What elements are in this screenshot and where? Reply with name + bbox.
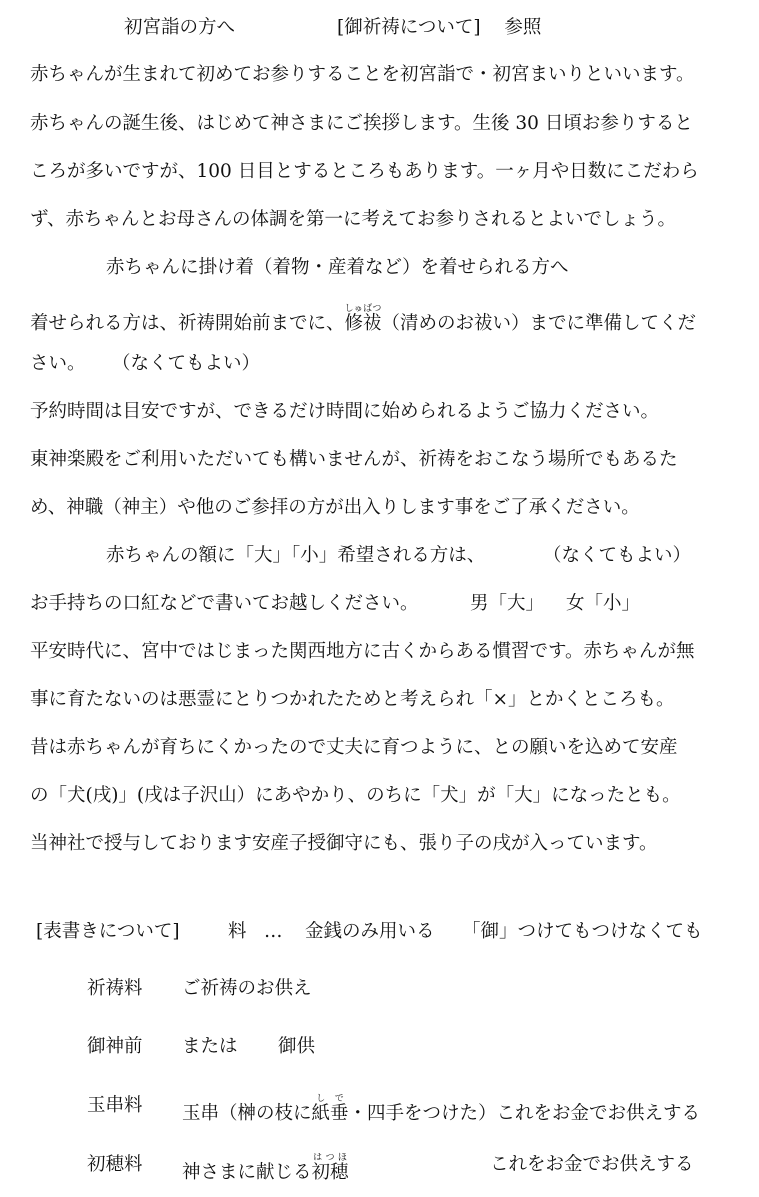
kakegi-line-3: 予約時間は目安ですが、できるだけ時間に始められるようご協力ください。 xyxy=(30,401,660,422)
omote-desc-kitoryo: ご祈祷のお供え xyxy=(182,978,312,999)
omote-heading: [表書きについて] xyxy=(36,921,180,942)
omote-term-goshinzen: 御神前 xyxy=(87,1036,143,1057)
forehead-heading: 赤ちゃんの額に「大」「小」希望される方は、 xyxy=(106,545,486,566)
dots-label: … xyxy=(264,921,283,942)
kakegi-line-5: め、神職（神主）や他のご参拝の方が出入りします事をご了承ください。 xyxy=(30,497,640,518)
omote-term-hatsuhoryo: 初穂料 xyxy=(87,1154,143,1175)
forehead-line-3: 事に育たないのは悪霊にとりつかれたためと考えられ「×」とかくところも。 xyxy=(30,689,675,710)
kakegi-line-4: 東神楽殿をご利用いただいても構いませんが、祈祷をおこなう場所でもあるた xyxy=(30,449,678,470)
boy-mark: 男「大」 xyxy=(470,593,545,614)
prayer-ref-label: [御祈祷について] xyxy=(337,17,481,38)
forehead-line-6: 当神社で授与しております安産子授御守にも、張り子の戌が入っています。 xyxy=(30,833,658,854)
go-prefix-note: 「御」つけてもつけなくても xyxy=(462,921,703,942)
girl-mark: 女「小」 xyxy=(566,593,641,614)
kakegi-heading: 赤ちゃんに掛け着（着物・産着など）を着せられる方へ xyxy=(106,257,569,278)
forehead-line-1: お手持ちの口紅などで書いてお越しください。 xyxy=(30,593,419,614)
intro-line-3: ころが多いですが、100 日目とするところもあります。一ヶ月や日数にこだわら xyxy=(30,161,699,182)
shide-ruby: 紙垂しで xyxy=(311,1094,349,1124)
omote-desc-gokyo: 御供 xyxy=(278,1036,316,1057)
heading-line xyxy=(124,16,235,40)
omote-term-tamagushiryo: 玉串料 xyxy=(87,1095,143,1116)
forehead-optional-note: （なくてもよい） xyxy=(543,545,692,566)
first-visit-heading: 初宮詣の方へ xyxy=(124,17,236,38)
ryo-label: 料 xyxy=(228,921,247,942)
kakegi-optional-note: （なくてもよい） xyxy=(112,353,261,374)
kakegi-line-1: 着せられる方は、祈祷開始前までに、修祓しゅばつ（清めのお祓い）までに準備してくだ xyxy=(30,304,697,334)
kakegi-line-2: さい。 xyxy=(30,353,86,374)
intro-line-2: 赤ちゃんの誕生後、はじめて神さまにご挨拶します。生後 30 日頃お参りすると xyxy=(30,113,693,134)
omote-desc-tamagushi: 玉串（榊の枝に紙垂しで・四手をつけた）これをお金でお供えする xyxy=(182,1094,701,1124)
prayer-reference xyxy=(337,16,541,40)
intro-line-4: ず、赤ちゃんとお母さんの体調を第一に考えてお参りされるとよいでしょう。 xyxy=(30,209,677,230)
omote-desc-hatsuho-offer: これをお金でお供えする xyxy=(490,1154,694,1175)
omote-desc-matawa: または xyxy=(182,1036,238,1057)
forehead-line-4: 昔は赤ちゃんが育ちにくかったので丈夫に育つように、との願いを込めて安産 xyxy=(30,737,678,758)
money-only-label: 金銭のみ用いる xyxy=(305,921,435,942)
omote-term-kitoryo: 祈祷料 xyxy=(87,978,143,999)
forehead-line-2: 平安時代に、宮中ではじまった関西地方に古くからある慣習です。赤ちゃんが無 xyxy=(30,641,695,662)
hatsuho-ruby: 初穂はつほ xyxy=(311,1153,349,1183)
see-label: 参照 xyxy=(504,17,542,38)
intro-line-1: 赤ちゃんが生まれて初めてお参りすることを初宮詣で・初宮まいりといいます。 xyxy=(30,64,695,85)
shubatsu-ruby: 修祓しゅばつ xyxy=(344,304,382,334)
forehead-line-5: の「犬(戌)」(戌は子沢山）にあやかり、のちに「犬」が「大」になったとも。 xyxy=(30,785,681,806)
omote-desc-hatsuho: 神さまに献じる初穂はつほ xyxy=(182,1153,349,1183)
